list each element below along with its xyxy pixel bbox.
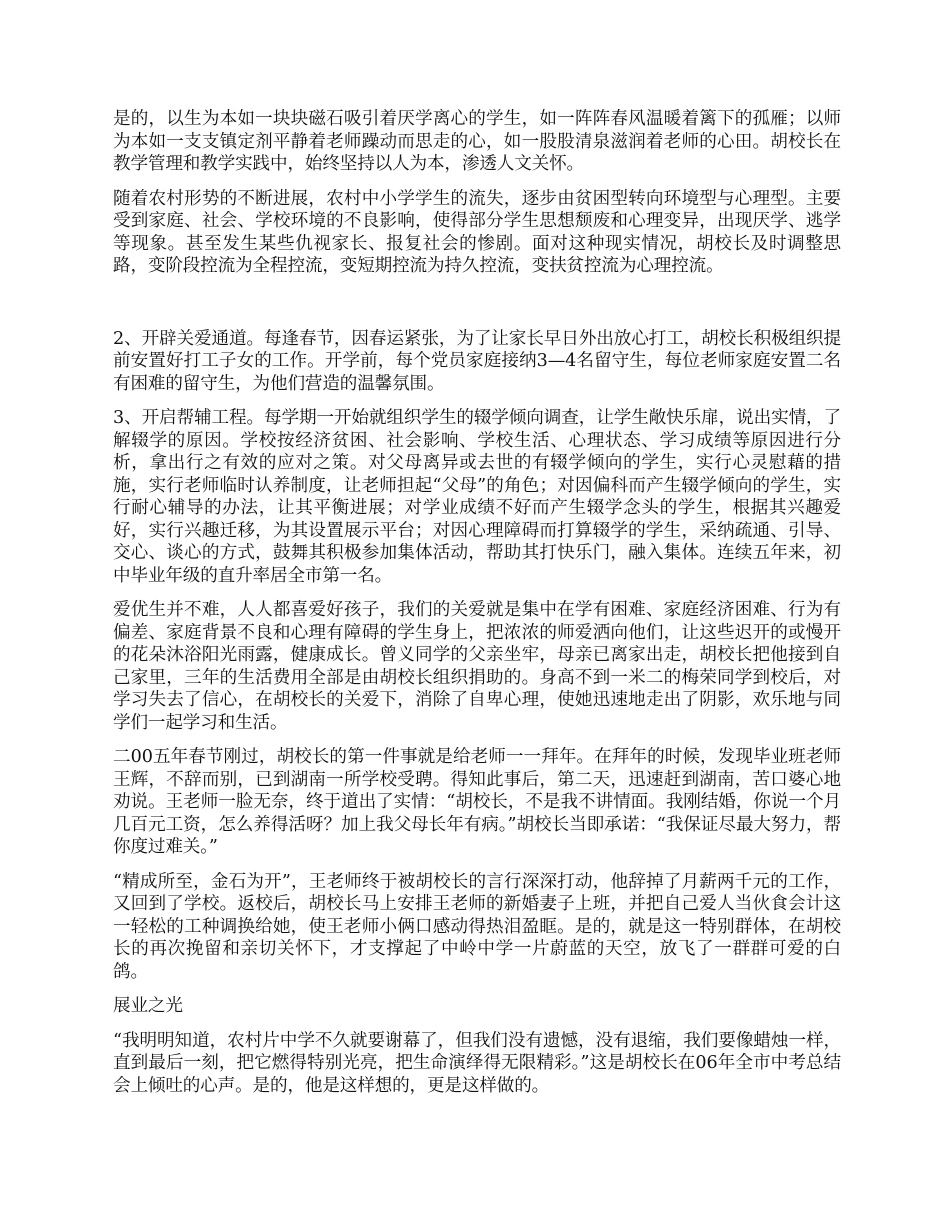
paragraph-gap xyxy=(113,587,841,599)
paragraph-support-program: 3、开启帮辅工程。每学期一开始就组织学生的辍学倾向调查，让学生敞快乐扉，说出实情，了解辍学的原因。学校按经济贫困、社会影响、学校生活、心理状态、学习成绩等原因进行分析，拿出行之有效的应对之策。对父母离异或去世的有辍学倾向的学生，实行心灵慰藉的措施，实行老师临时认养制度，让老师担起“父母”的角色；对因偏科而产生辍学倾向的学生，实行耐心辅导的办法，让其平衡进展；对学业成绩不好而产生辍学念头的学生，根据其兴趣爱好，实行兴趣迁移，为其设置展示平台；对因心理障碍而打算辍学的学生，采纳疏通、引导、交心、谈心的方式，鼓舞其积极参加集体活动，帮助其打快乐门，融入集体。连续五年来，初中毕业年级的直升率居全市第一名。 xyxy=(113,408,841,586)
paragraph-teacher-return: “精成所至，金石为开”，王老师终于被胡校长的言行深深打动，他辞掉了月薪两千元的工作，又回到了学校。返校后，胡校长马上安排王老师的新婚妻子上班，并把自己爱人当伙食会计这一轻松的工种调换给她，使王老师小俩口感动得热泪盈眶。是的，就是这一特别群体，在胡校长的再次挽留和亲切关怀下，才支撑起了中岭中学一片蔚蓝的天空，放飞了一群群可爱的白鸽。 xyxy=(113,871,841,982)
paragraph-gap xyxy=(113,1018,841,1030)
paragraph-care-channel: 2、开辟关爱通道。每逢春节，因春运紧张，为了让家长早日外出放心打工，胡校长积极组织提前安置好打工子女的工作。开学前，每个党员家庭接纳3—4名留守生，每位老师家庭安置二名有困难的留守生，为他们营造的温馨氛围。 xyxy=(113,328,841,394)
section-gap xyxy=(113,278,841,328)
section-heading: 展业之光 xyxy=(113,996,183,1016)
paragraph-teacher-visit: 二00五年春节刚过，胡校长的第一件事就是给老师一一拜年。在拜年的时候，发现毕业班老师王辉，不辞而别，已到湖南一所学校受聘。得知此事后，第二天，迅速赶到湖南，苦口婆心地劝说。王老师一脸无奈，终于道出了实情：“胡校长，不是我不讲情面。我刚结婚，你说一个月几百元工资，怎么养得活呀？加上我父母长年有病。”胡校长当即承诺：“我保证尽最大努力，帮你度过难关。” xyxy=(113,747,841,857)
paragraph-care-for-students: 爱优生并不难，人人都喜爱好孩子，我们的关爱就是集中在学有困难、家庭经济困难、行为有偏差、家庭背景不良和心理有障碍的学生身上，把浓浓的师爱洒向他们，让这些迟开的或慢开的花朵沐浴阳光雨露，健康成长。曾义同学的父亲坐牢，母亲已离家出走，胡校长把他接到自己家里，三年的生活费用全部是由胡校长组织捐助的。身高不到一米二的梅荣同学到校后，对学习失去了信心，在胡校长的关爱下，消除了自卑心理，使她迅速地走出了阴影，欢乐地与同学们一起学习和生活。 xyxy=(113,600,841,733)
paragraph-gap xyxy=(113,983,841,995)
paragraph-dropout-control: 随着农村形势的不断进展，农村中小学学生的流失，逐步由贫困型转向环境型与心理型。主要受到家庭、社会、学校环境的不良影响，使得部分学生思想颓废和心理变异，出现厌学、逃学等现象。甚至发生某些仇视家长、报复社会的惨剧。面对这种现实情况，胡校长及时调整思路，变阶段控流为全程控流，变短期控流为持久控流，变扶贫控流为心理控流。 xyxy=(113,188,841,276)
paragraph-gap xyxy=(113,176,841,188)
paragraph-candle-quote: “我明明知道，农村片中学不久就要谢幕了，但我们没有遗憾，没有退缩，我们要像蜡烛一样，直到最后一刻，把它燃得特别光亮，把生命演绎得无限精彩。”这是胡校长在06年全市中考总结会上倾吐的心声。是的，他是这样想的，更是这样做的。 xyxy=(113,1030,841,1096)
paragraph-gap xyxy=(113,734,841,746)
document-page xyxy=(113,108,841,1097)
paragraph-gap xyxy=(113,859,841,871)
paragraph-gap xyxy=(113,395,841,407)
paragraph-people-oriented: 是的，以生为本如一块块磁石吸引着厌学离心的学生，如一阵阵春风温暖着篱下的孤雁；以师为本如一支支镇定剂平静着老师躁动而思走的心，如一股股清泉滋润着老师的心田。胡校长在教学管理和教学实践中，始终坚持以人为本，渗透人文关怀。 xyxy=(113,109,841,174)
